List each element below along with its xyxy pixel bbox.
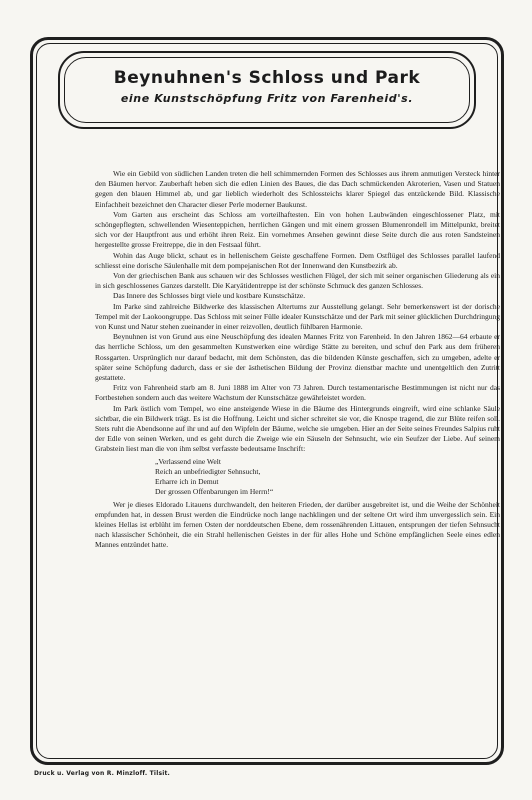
paragraph-3: Wohin das Auge blickt, schaut es in hellenischem Geiste geschaffene Formen. Dem Ostflügel des Schlosses parallel laufend schliesst eine dorische Säulenhalle mit dem pompejanischen Rot der Innenwand den Kunstbezirk ab. xyxy=(95,250,500,270)
printer-imprint: Druck u. Verlag von R. Minzloff. Tilsit. xyxy=(34,770,171,777)
document-body xyxy=(95,169,500,551)
paragraph-7: Beynuhnen ist von Grund aus eine Neuschöpfung des idealen Mannes Fritz von Farenheid. In den Jahren 1862—64 erbaute er das herrliche Schloss, um den gesammelten Kunstwerken eine würdige Stätte zu bereiten, und schuf den Park aus dem früheren Rossgarten. Ursprünglich nur darauf bedacht, mit dem Schönsten, das die bildenden Künste geschaffen, sich zu umgeben, adelte er später seine Schöpfung dadurch, dass er sie der ästhetischen Bildung der Provinz dienstbar machte und unentgeltlich den Zutritt gestattete. xyxy=(95,332,500,383)
paragraph-9: Im Park östlich vom Tempel, wo eine ansteigende Wiese in die Bäume des Hintergrunds eingreift, wird eine schlanke Säule sichtbar, die ein Bildwerk trägt. Es ist die Hoffnung. Leicht und sicher schreitet sie vor, die Knospe tragend, die zur Blüte reifen soll. Stets ruht die Abendsonne auf ihr und auf den Wipfeln der Bäume, welche sie umgeben. Hier an der Seite seines Freundes Salpius ruht der Edle von seinen Werken, und es geht durch die Zweige wie ein Säuseln der Sehnsucht, wie ein Seufzer der Liebe. Auf seinem Grabstein liest man die von ihm selbst verfasste bedeutsame Inschrift: xyxy=(95,403,500,454)
title-cartouche-inner-line xyxy=(64,57,470,123)
poem-line: Erharre ich in Demut xyxy=(155,477,219,487)
poem-line: „Verlassend eine Welt xyxy=(155,456,221,466)
page-subtitle: eine Kunstschöpfung Fritz von Farenheid's. xyxy=(120,92,414,105)
paragraph-8: Fritz von Fahrenheid starb am 8. Juni 1888 im Alter von 73 Jahren. Durch testamentarische Bestimmungen ist nicht nur das Fortbestehen sondern auch das weitere Wachstum der Kunstschätze gewährleistet worden. xyxy=(95,383,500,403)
paragraph-2: Vom Garten aus erscheint das Schloss am vorteilhaftesten. Ein von hohen Laubwänden eingeschlossener Platz, mit schöngepflegten, schwellenden Wiesenteppichen, herrlichen Gängen und mit einem grossen Blumenrondell im Mittelpunkt, breitet sich vor der Hauptfront aus und erhöht ihren Reiz. Ein vornehmes Ansehen gewinnt diese Seite durch die aus roten Sandsteinen hergestellte grosse Freitreppe, die in den Festsaal führt. xyxy=(95,209,500,250)
poem-line: Der grossen Offenbarungen im Herrn!“ xyxy=(155,487,274,497)
paragraph-6: Im Parke sind zahlreiche Bildwerke des klassischen Altertums zur Ausstellung gelangt. Sehr bemerkenswert ist der dorische Tempel mit der Laokoongruppe. Das Schloss mit seiner Fülle idealer Kunstschätze und der Park mit seiner glücklichen Durchdringung von Kunst und Natur stehen zueinander in einer reizvollen, deutlich fühlbaren Harmonie. xyxy=(95,301,500,332)
title-cartouche xyxy=(58,51,476,129)
closing-paragraph: Wer je dieses Eldorado Litauens durchwandelt, den heiteren Frieden, der darüber ausgebreitet ist, und die Weihe der Schönheit empfunden hat, in dessen Brust werden die Eindrücke noch lange nachklingen und der seltene Ort wird ihm unvergesslich sein. Ein kleines Hellas ist erblüht im fernen Osten der norddeutschen Ebene, dem rossenährenden Littauen, entsprungen der tiefen Sehnsucht nach klassischer Schönheit, die ein Strahl hellenischen Geistes in der für alles Hohe und Schöne empfänglichen Seele eines edlen Mannes entzündet hatte. xyxy=(95,499,500,550)
poem-line: Reich an unbefriedigter Sehnsucht, xyxy=(155,466,261,476)
page-title: Beynuhnen's Schloss und Park xyxy=(113,68,421,88)
paragraph-5: Das Innere des Schlosses birgt viele und kostbare Kunstschätze. xyxy=(113,291,306,301)
paragraph-4: Von der griechischen Bank aus schauen wir des Schlosses westlichen Flügel, der sich mit seiner organischen Gliederung als ein in sich geschlossenes Ganzes darstellt. Die Karyätidentreppe ist der schönste Schmuck des ganzen Schlosses. xyxy=(95,271,500,291)
paragraph-1: Wie ein Gebild von südlichen Landen treten die hell schimmernden Formen des Schlosses aus ihrem anmutigen Versteck hinter den Bäumen hervor. Zauberhaft heben sich die edlen Linien des Baues, die das Dach schmückenden Akroterien, Vasen und Statuen gegen den blauen Himmel ab, und gar lieblich wiederholt des Schlossteichs klarer Spiegel das entzückende Bild. Klassische Einfachheit bezeichnet den Character dieser Perle moderner Baukunst. xyxy=(95,169,500,209)
grave-inscription-poem xyxy=(155,457,500,498)
